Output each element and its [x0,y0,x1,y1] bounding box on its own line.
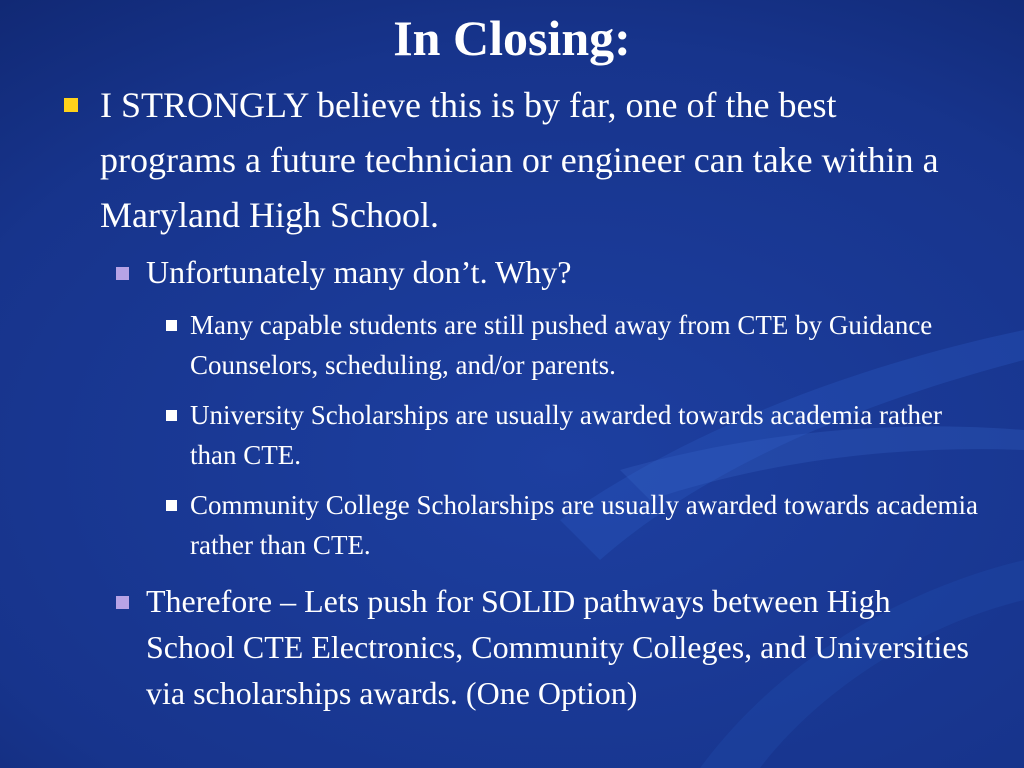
square-bullet-icon [166,500,177,511]
bullet-item-level2 [146,578,976,716]
bullet-item-level3 [190,305,990,385]
bullet-text: University Scholarships are usually awarded towards academia rather than CTE. [190,400,942,470]
bullet-item-level2 [146,249,976,295]
bullet-item-level3 [190,485,990,565]
bullet-text: I STRONGLY believe this is by far, one of the best programs a future technician or engineer can take within a Maryland High School. [100,85,939,235]
bullet-text: Unfortunately many don’t. Why? [146,254,572,290]
square-bullet-icon [166,320,177,331]
square-bullet-icon [116,267,129,280]
square-bullet-icon [166,410,177,421]
square-bullet-icon [64,98,78,112]
slide-title: In Closing: [393,10,631,66]
bullet-text: Many capable students are still pushed away from CTE by Guidance Counselors, scheduling, and/or parents. [190,310,933,380]
bullet-item-level3 [190,395,990,475]
square-bullet-icon [116,596,129,609]
bullet-text: Therefore – Lets push for SOLID pathways between High School CTE Electronics, Community Colleges, and Universities via scholarships awards. (One Option) [146,583,969,711]
bullet-item-level1 [100,78,960,243]
bullet-text: Community College Scholarships are usually awarded towards academia rather than CTE. [190,490,979,560]
